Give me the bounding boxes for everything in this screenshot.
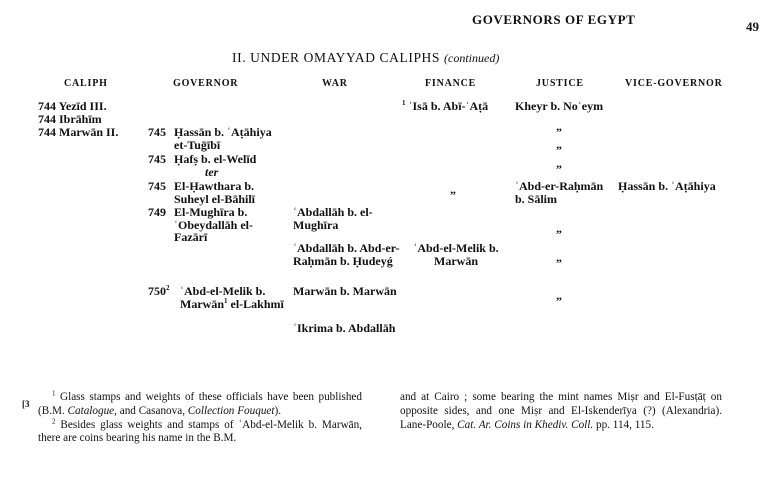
governor-name: Ḥassān b. ʿAṭāhiya et-Tuḡībī [174,125,272,152]
justice-ditto: „ [556,137,562,151]
footnote-2: $^2$ Besides glass weights and stamps of ʿAbd-el-Melik b. Marwān, there are coins bearing his name in the B.M. [38,416,363,445]
governor-year: 749 [148,205,166,219]
footnote-marker: [3 [22,399,30,409]
governor-name: ʿAbd-el-Melik b. Marwān$^1$ el-Lakhmī [180,284,284,311]
column-header-governor: GOVERNOR [173,78,239,89]
governor-year: 745 [148,125,166,139]
war-entry: Marwān b. Marwān [293,284,397,298]
justice-ditto: „ [556,221,562,235]
column-header-justice: JUSTICE [536,78,584,89]
column-header-finance: FINANCE [425,78,477,89]
governor-year: 745 [148,152,166,166]
section-title-qualifier: (continued) [444,51,500,65]
footnote-1: $^1$ Glass stamps and weights of these officials have been published (B.M. Catalogue, and Casanova, Collection Fouquet). [38,389,362,417]
caliph-entry: 744 Ibrāhīm [38,112,102,126]
finance-entry: ʿAbd-el-Melik b. Marwān [413,241,499,268]
column-header-caliph: CALIPH [64,78,108,89]
governor-name: El-Mughīra b. ʿObeydallāh el-Fazārī [174,205,254,245]
section-title [232,50,499,66]
justice-entry: ʿAbd-er-Raḥmān b. Sālim [515,179,604,206]
footnotes-left [38,391,362,446]
justice-ditto: „ [556,288,562,302]
section-title-main: II. UNDER OMAYYAD CALIPHS [232,50,441,65]
page-number: 49 [746,19,759,34]
governor-note: ter [205,165,219,179]
justice-ditto: „ [556,156,562,170]
finance-ditto: „ [450,182,456,196]
caliph-entry: 744 Marwān II. [38,125,119,139]
caliph-entry: 744 Yezīd III. [38,99,107,113]
column-header-war: WAR [322,78,348,89]
governor-name: El-Ḥawthara b. Suheyl el-Bāhilī [174,179,256,206]
running-title: GOVERNORS OF EGYPT [472,12,636,27]
justice-ditto: „ [556,250,562,264]
governor-name: Ḥafṣ b. el-Welīd [174,152,257,166]
war-entry: ʿAbdallāh b. el-Mughīra [293,205,373,232]
vice-governor-entry: Ḥassān b. ʿAṭāhiya [618,179,716,193]
finance-entry: $^1$ ʿIsā b. Abī-ʿAṭā [402,99,489,113]
war-entry: ʿAbdallāh b. Abd-er-Raḥmān b. Ḥudeyǵ [293,241,400,268]
column-header-vice-governor: VICE-GOVERNOR [625,78,723,89]
governor-year: $750^2$ [148,284,170,298]
war-entry: ʿIkrima b. Abdallāh [293,321,396,335]
footnotes-right: and at Cairo ; some bearing the mint names Miṣr and El-Fusṭāṭ on opposite sides, and one Miṣr and El-Iskenderīya (?) (Alexandria). Lane-Poole, Cat. Ar. Coins in Khediv. Coll. pp. 114, 115. [400,391,722,431]
justice-entry: Kheyr b. Noʿeym [515,99,604,113]
justice-ditto: „ [556,119,562,133]
governor-year: 745 [148,179,166,193]
